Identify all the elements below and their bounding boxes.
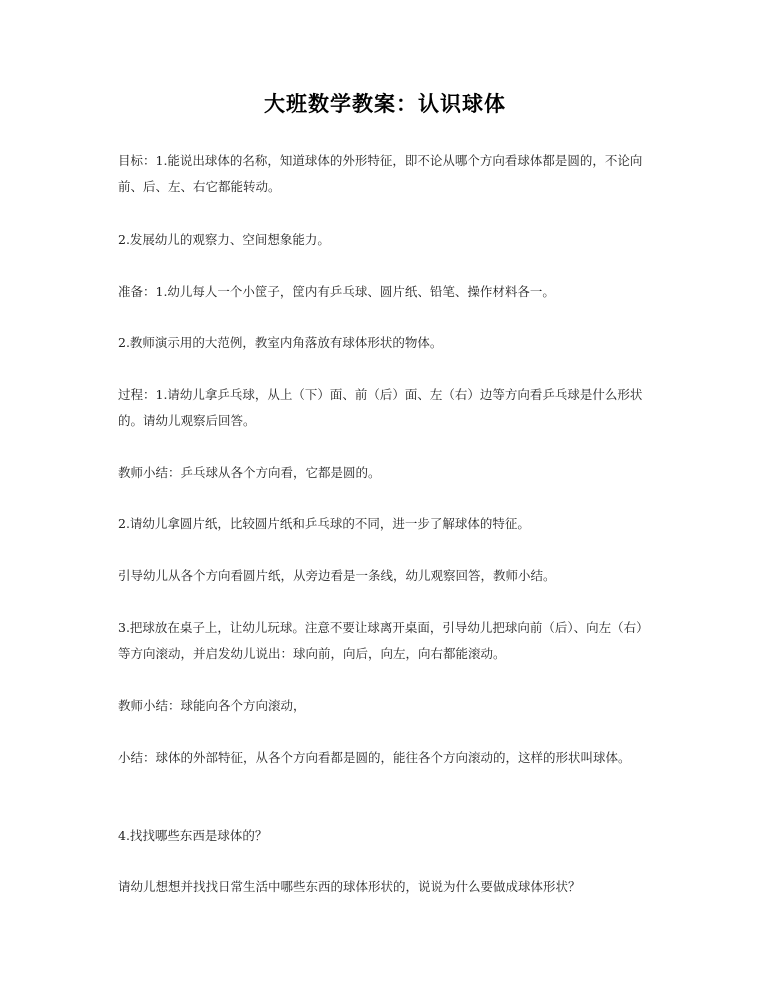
paragraph-process-2: 2.请幼儿拿圆片纸，比较圆片纸和乒乓球的不同，进一步了解球体的特征。 (118, 516, 530, 531)
paragraph-process-4: 4.找找哪些东西是球体的？ (118, 828, 268, 843)
paragraph-process-3: 3.把球放在桌子上，让幼儿玩球。注意不要让球离开桌面，引导幼儿把球向前（后）、向左（右）等方向滚动，并启发幼儿说出：球向前，向后，向左，向右都能滚动。 (118, 620, 649, 661)
paragraph-goal-2: 2.发展幼儿的观察力、空间想象能力。 (118, 232, 330, 247)
paragraph-goal-1: 目标：1.能说出球体的名称，知道球体的外形特征，即不论从哪个方向看球体都是圆的，不论向前、后、左、右它都能转动。 (118, 153, 643, 194)
paragraph-prep-1: 准备：1.幼儿每人一个小筐子，筐内有乒乓球、圆片纸、铅笔、操作材料各一。 (118, 284, 555, 299)
paragraph-extension: 请幼儿想想并找找日常生活中哪些东西的球体形状的，说说为什么要做成球体形状？ (118, 879, 581, 894)
paragraph-summary-3: 小结：球体的外部特征，从各个方向看都是圆的，能往各个方向滚动的，这样的形状叫球体。 (118, 750, 631, 765)
document-title: 大班数学教案：认识球体 (264, 91, 506, 116)
paragraph-process-1: 过程：1.请幼儿拿乒乓球，从上（下）面、前（后）面、左（右）边等方向看乒乓球是什么形状的。请幼儿观察后回答。 (118, 387, 643, 428)
paragraph-guide: 引导幼儿从各个方向看圆片纸，从旁边看是一条线，幼儿观察回答，教师小结。 (118, 568, 556, 583)
paragraph-summary-2: 教师小结：球能向各个方向滚动， (118, 698, 306, 713)
paragraph-prep-2: 2.教师演示用的大范例，教室内角落放有球体形状的物体。 (118, 335, 443, 350)
paragraph-summary-1: 教师小结：乒乓球从各个方向看，它都是圆的。 (118, 465, 381, 480)
